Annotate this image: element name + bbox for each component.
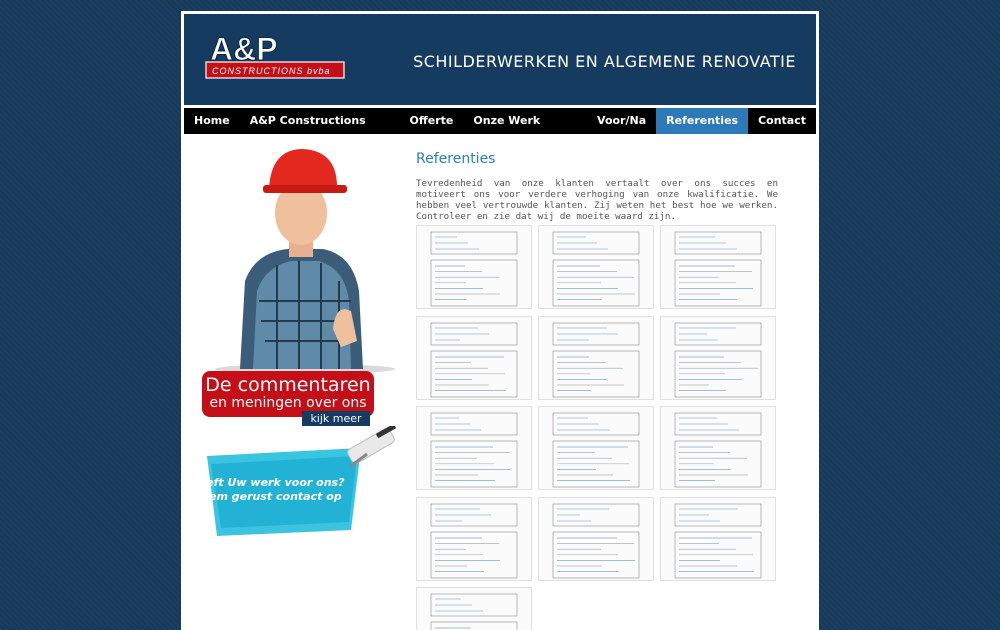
comments-banner[interactable]	[202, 371, 376, 429]
logo-sub-text: CONSTRUCTIONS bvba	[212, 66, 331, 76]
reference-letter-thumbnail[interactable]	[416, 587, 532, 630]
reference-letter-thumbnail[interactable]	[538, 406, 654, 490]
site-header	[184, 14, 816, 105]
reference-letter-thumbnail[interactable]	[416, 406, 532, 490]
main-navigation	[184, 108, 816, 153]
reference-letter-thumbnail[interactable]	[416, 316, 532, 400]
reference-letter-thumbnail[interactable]	[416, 225, 532, 309]
contact-banner-text[interactable]	[187, 476, 347, 504]
reference-letter-thumbnail[interactable]	[660, 225, 776, 309]
contact-line-1: Heeft Uw werk voor ons?	[189, 476, 345, 489]
reference-letter-thumbnail[interactable]	[538, 316, 654, 400]
company-logo[interactable]	[204, 32, 346, 86]
header-tagline: SCHILDERWERKEN EN ALGEMENE RENOVATIE	[413, 52, 796, 71]
reference-letter-thumbnail[interactable]	[660, 497, 776, 581]
nav-quote[interactable]: Offerte	[409, 114, 454, 127]
comments-title: De commentaren	[205, 374, 371, 396]
reference-letter-thumbnail[interactable]	[538, 497, 654, 581]
reference-letter-thumbnail[interactable]	[538, 225, 654, 309]
nav-home[interactable]: Home	[194, 114, 230, 127]
comments-subtitle: en meningen over ons	[209, 395, 367, 411]
nav-gallery[interactable]: Onze Werk Galerij	[473, 114, 541, 153]
reference-letter-thumbnail[interactable]	[660, 406, 776, 490]
reference-letter-thumbnail[interactable]	[660, 316, 776, 400]
nav-contact[interactable]: Contact	[758, 114, 806, 127]
nav-about[interactable]: A&P Constructions bvba	[249, 114, 366, 153]
intro-paragraph: Tevredenheid van onze klanten vertaalt over ons succes en motiveert ons voor verdere verhoging van onze kwalificatie. We hebben veel vertrouwde klanten. Zij weten het best hoe we werken. Controleer en zie dat wij de moeite waard zijn.	[416, 178, 778, 222]
read-more-button[interactable]: kijk meer	[302, 411, 370, 426]
page-container	[181, 11, 819, 630]
logo-main-text: A&P	[210, 32, 278, 67]
reference-letter-thumbnail[interactable]	[416, 497, 532, 581]
contact-line-2: Neem gerust contact op	[192, 490, 342, 503]
page-title: Referenties	[416, 151, 496, 167]
nav-references[interactable]: Referenties	[656, 108, 748, 134]
nav-before-after[interactable]: Voor/Na	[597, 114, 647, 127]
worker-photo	[195, 141, 403, 376]
